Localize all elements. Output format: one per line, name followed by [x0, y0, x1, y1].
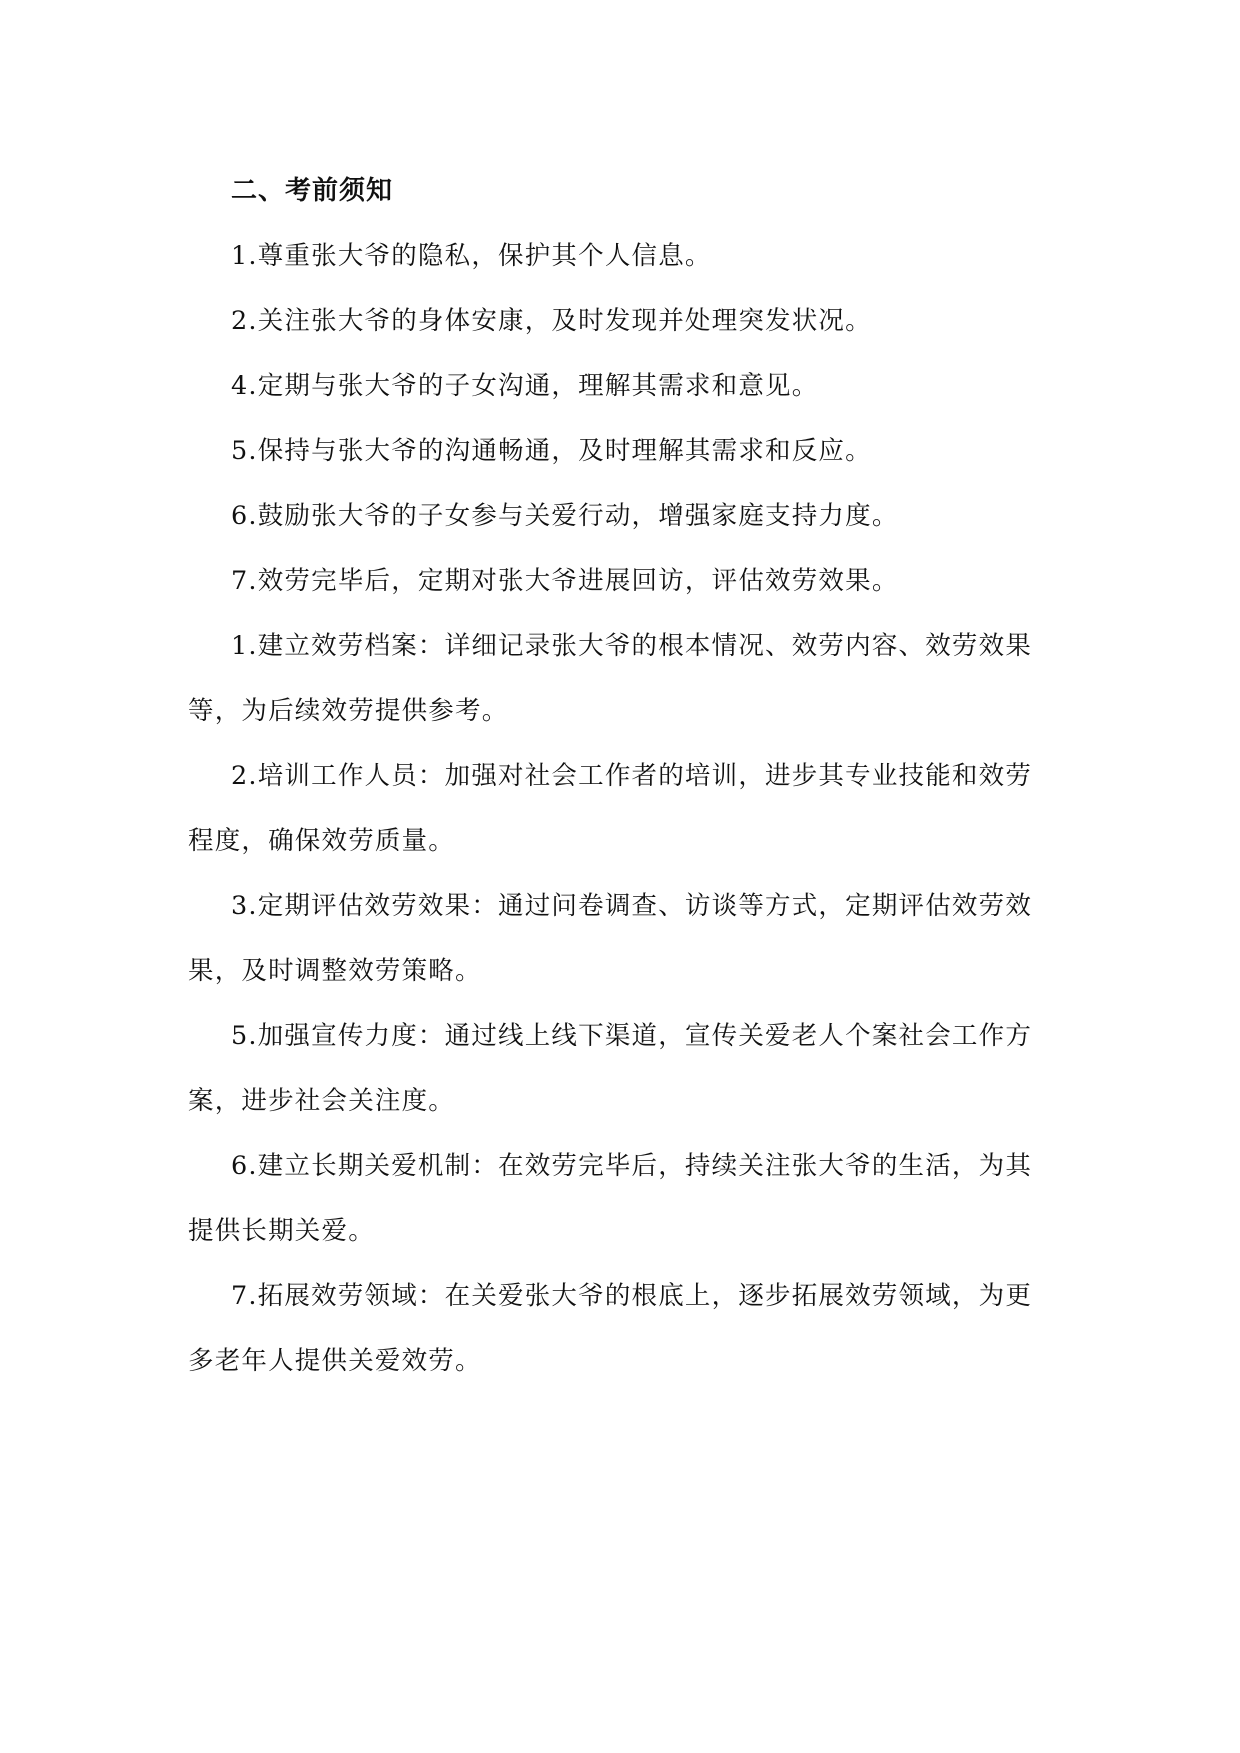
paragraph-3: 4.定期与张大爷的子女沟通，理解其需求和意见。 [231, 371, 819, 401]
document-body [188, 158, 1058, 1394]
paragraph-8: 2.培训工作人员：加强对社会工作者的培训，进步其专业技能和效劳程度，确保效劳质量。 [188, 761, 1033, 856]
section-heading: 二、考前须知 [231, 176, 394, 206]
paragraph-10: 5.加强宣传力度：通过线上线下渠道，宣传关爱老人个案社会工作方案，进步社会关注度。 [188, 1021, 1033, 1116]
paragraph-11: 6.建立长期关爱机制：在效劳完毕后，持续关注张大爷的生活，为其提供长期关爱。 [188, 1151, 1033, 1246]
paragraph-1: 1.尊重张大爷的隐私，保护其个人信息。 [231, 241, 712, 271]
paragraph-4: 5.保持与张大爷的沟通畅通，及时理解其需求和反应。 [231, 436, 872, 466]
paragraph-5: 6.鼓励张大爷的子女参与关爱行动，增强家庭支持力度。 [231, 501, 899, 531]
paragraph-2: 2.关注张大爷的身体安康，及时发现并处理突发状况。 [231, 306, 872, 336]
paragraph-9: 3.定期评估效劳效果：通过问卷调查、访谈等方式，定期评估效劳效果，及时调整效劳策略。 [188, 891, 1033, 986]
paragraph-7: 1.建立效劳档案：详细记录张大爷的根本情况、效劳内容、效劳效果等，为后续效劳提供参考。 [188, 631, 1033, 726]
paragraph-6: 7.效劳完毕后，定期对张大爷进展回访，评估效劳效果。 [231, 566, 899, 596]
paragraph-12: 7.拓展效劳领域：在关爱张大爷的根底上，逐步拓展效劳领域，为更多老年人提供关爱效劳。 [188, 1281, 1033, 1376]
